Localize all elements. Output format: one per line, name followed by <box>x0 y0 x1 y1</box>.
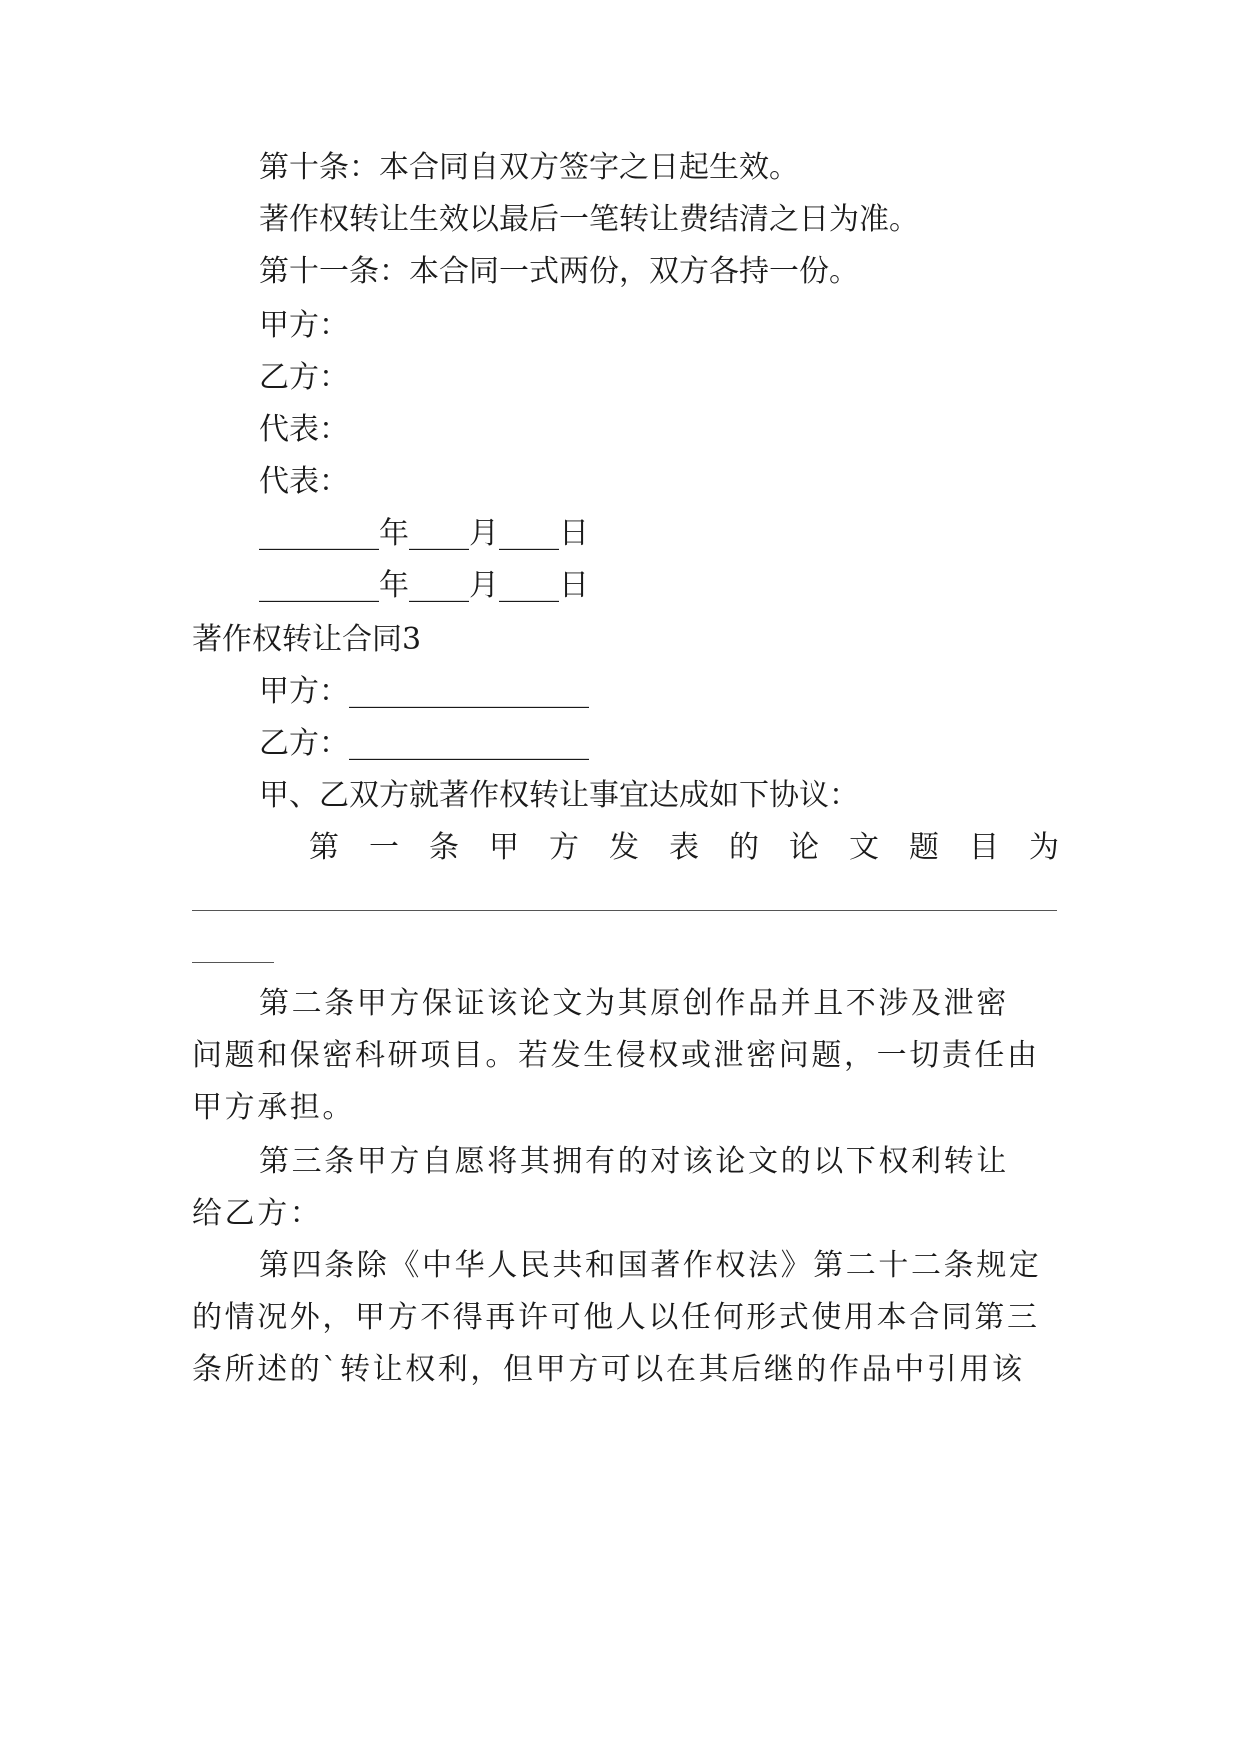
article-3-line-1: 第三条甲方自愿将其拥有的对该论文的以下权利转让 <box>259 1144 1009 1179</box>
transfer-effective-line: 著作权转让生效以最后一笔转让费结清之日为准。 <box>259 202 919 237</box>
article-1-char: 为 <box>1029 830 1059 865</box>
party-a-signature-label: 甲方： <box>259 308 349 343</box>
article-11-line: 第十一条：本合同一式两份，双方各持一份。 <box>259 254 859 289</box>
article-1-char: 目 <box>969 830 999 865</box>
article-1-line <box>309 828 1059 868</box>
article-3-line-2: 给乙方： <box>192 1196 323 1231</box>
article-2-line-3: 甲方承担。 <box>192 1090 355 1125</box>
article-2-line-2: 问题和保密科研项目。若发生侵权或泄密问题，一切责任由 <box>192 1038 1040 1073</box>
article-1-char: 的 <box>729 830 759 865</box>
article-1-char: 条 <box>429 830 459 865</box>
article-1-char: 发 <box>609 830 639 865</box>
party-a-line: 甲方：________________ <box>259 674 589 709</box>
representative-label-a: 代表： <box>259 412 349 447</box>
title-blank-rule-continued <box>192 962 274 963</box>
article-1-char: 论 <box>789 830 819 865</box>
article-4-line-1: 第四条除《中华人民共和国著作权法》第二十二条规定 <box>259 1248 1042 1283</box>
party-b-line: 乙方：________________ <box>259 726 589 761</box>
article-4-line-2: 的情况外，甲方不得再许可他人以任何形式使用本合同第三 <box>192 1300 1040 1335</box>
date-line-b: ________年____月____日 <box>259 568 589 603</box>
section-title: 著作权转让合同3 <box>192 622 422 657</box>
representative-label-b: 代表： <box>259 464 349 499</box>
article-10-line: 第十条：本合同自双方签字之日起生效。 <box>259 150 799 185</box>
article-4-line-3: 条所述的`转让权利，但甲方可以在其后继的作品中引用该 <box>192 1352 1025 1387</box>
article-1-char: 方 <box>549 830 579 865</box>
article-1-char: 题 <box>909 830 939 865</box>
party-b-signature-label: 乙方： <box>259 360 349 395</box>
agreement-intro: 甲、乙双方就著作权转让事宜达成如下协议： <box>259 778 859 813</box>
article-1-char: 一 <box>369 830 399 865</box>
article-1-char: 甲 <box>489 830 519 865</box>
article-1-char: 第 <box>309 830 339 865</box>
date-line-a: ________年____月____日 <box>259 516 589 551</box>
article-1-char: 表 <box>669 830 699 865</box>
article-2-line-1: 第二条甲方保证该论文为其原创作品并且不涉及泄密 <box>259 986 1009 1021</box>
title-blank-rule <box>192 910 1057 911</box>
article-1-char: 文 <box>849 830 879 865</box>
